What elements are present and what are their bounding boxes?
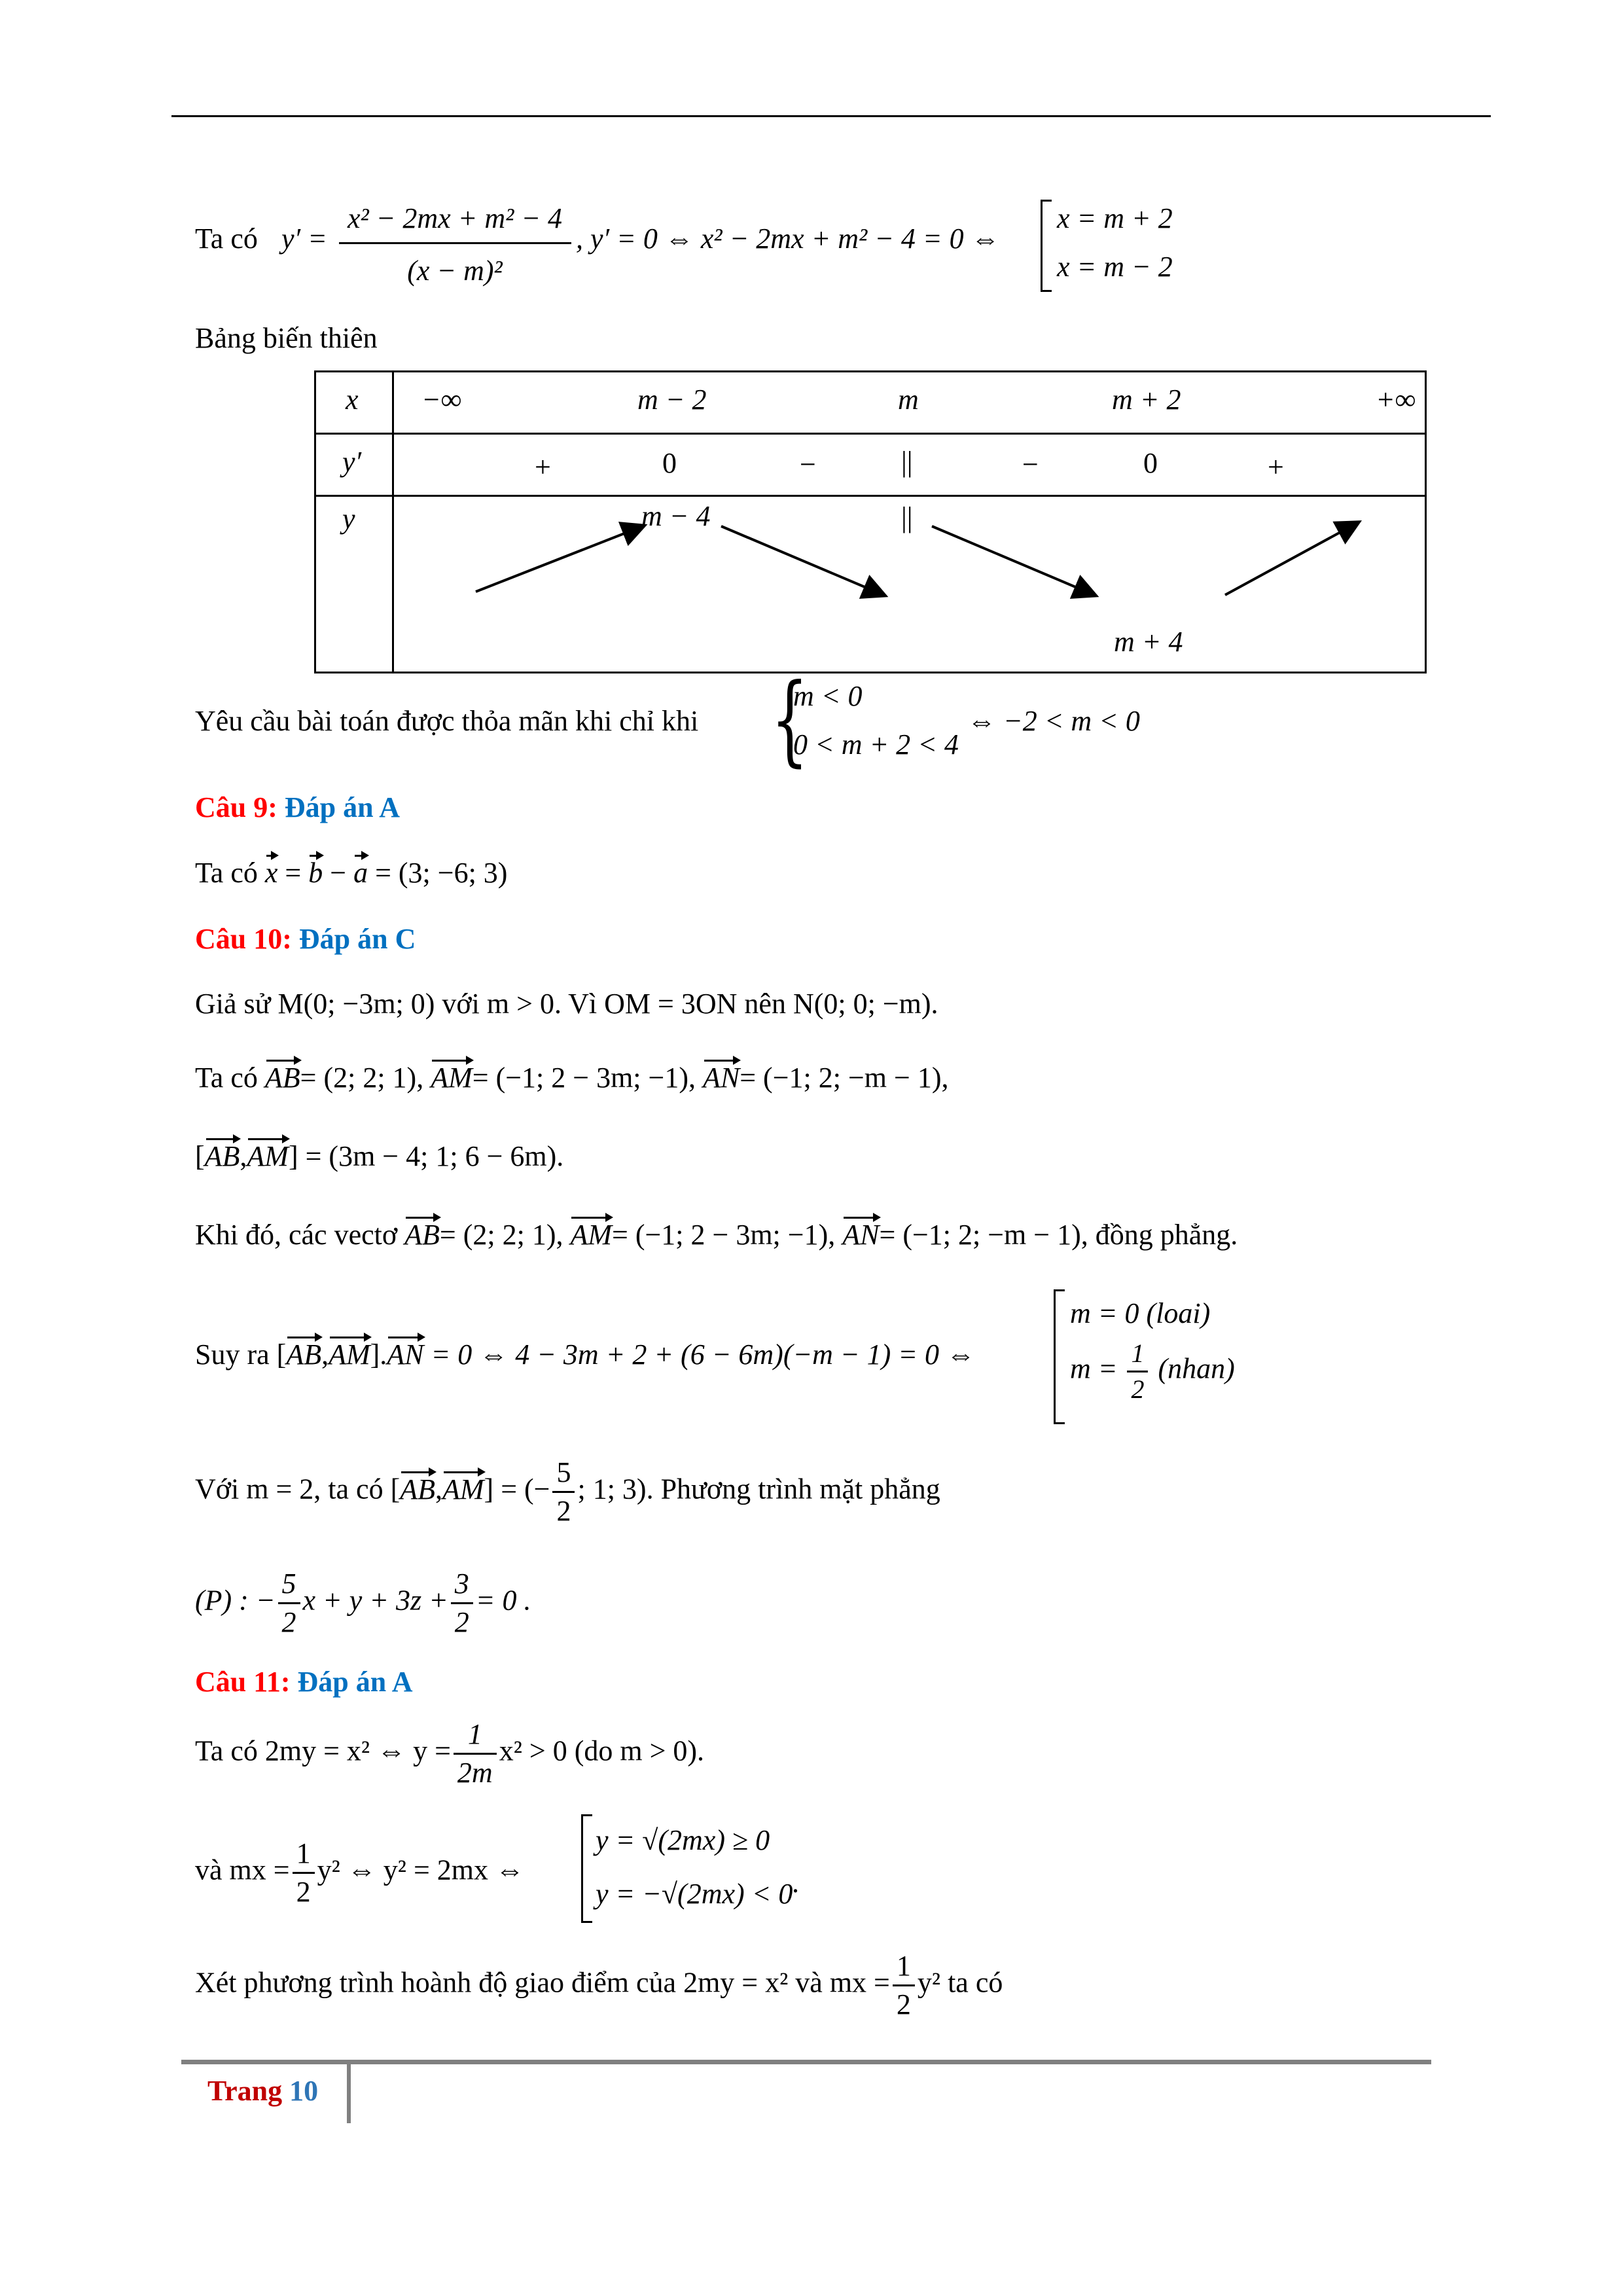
- plane-mid: x + y + 3z +: [302, 1584, 448, 1617]
- arrow-up-1: [476, 526, 643, 592]
- q10-line6-rest: ; 1; 3). Phương trình mặt phẳng: [577, 1473, 940, 1505]
- q10-line1: Giả sử M(0; −3m; 0) với m > 0. Vì OM = 3ON nên N(0; 0; −m).: [195, 988, 938, 1020]
- fraction-den: 2: [556, 1495, 571, 1527]
- q11-line2: [195, 1839, 524, 1907]
- vector-b: b: [308, 857, 323, 889]
- case-1: y = √(2mx) ≥ 0: [596, 1824, 770, 1856]
- q9-eq: =: [285, 857, 302, 889]
- q10-line6-prefix: Với m = 2, ta có: [195, 1473, 383, 1505]
- fraction-num: 1: [893, 1952, 915, 1986]
- yprime-sign: +: [535, 451, 551, 483]
- ab-value: = (2; 2; 1),: [300, 1062, 424, 1094]
- vector-AM: AM: [247, 1140, 289, 1172]
- q11-answer: Đáp án A: [297, 1666, 413, 1698]
- q11-line3: [195, 1952, 1003, 2019]
- q10-line5-prefix: Suy ra: [195, 1338, 270, 1371]
- solutions-bracket: [1054, 1289, 1065, 1424]
- plane-end: = 0 .: [475, 1584, 531, 1617]
- derivative-numerator: x² − 2mx + m² − 4: [347, 202, 563, 234]
- q9-prefix: Ta có: [195, 857, 258, 889]
- root-2: x = m − 2: [1057, 251, 1173, 283]
- requirement-result: ⇔ −2 < m < 0: [967, 705, 1140, 737]
- vector-AM: AM: [329, 1338, 370, 1371]
- q9-answer: Đáp án A: [284, 791, 400, 823]
- yprime-sign: −: [800, 448, 816, 480]
- vector-AM: AM: [442, 1473, 484, 1505]
- yprime-sign: −: [1022, 448, 1039, 480]
- vector-AB: AB: [286, 1338, 322, 1371]
- x-value: m − 2: [637, 384, 707, 416]
- condition-2: 0 < m + 2 < 4: [793, 728, 959, 761]
- q10-line2-prefix: Ta có: [195, 1062, 258, 1094]
- q9-minus: −: [330, 857, 347, 889]
- ta-co-label: Ta có: [195, 223, 258, 255]
- plane-prefix: (P) : −: [195, 1584, 276, 1617]
- arrow-down-2: [932, 526, 1094, 595]
- yprime-sign: +: [1268, 451, 1284, 483]
- q11-heading: [195, 1668, 413, 1696]
- am-value: = (−1; 2 − 3m; −1),: [472, 1062, 696, 1094]
- variation-table: [314, 370, 1427, 673]
- y-min-value: m + 4: [1114, 626, 1183, 658]
- system-brace: {: [771, 663, 809, 777]
- fraction: [552, 1458, 575, 1526]
- y-max-value: m − 4: [641, 500, 711, 532]
- roots-bracket: [1041, 200, 1052, 292]
- q11-l1-suffix: x² > 0 (do m > 0).: [499, 1734, 705, 1767]
- derivative-fraction-bar: [339, 242, 571, 244]
- fraction: [454, 1720, 497, 1787]
- x-value: −∞: [421, 384, 462, 416]
- fraction: [451, 1570, 473, 1637]
- footer-vertical-bar: [347, 2062, 351, 2123]
- q11-l3-prefix: Xét phương trình hoành độ giao điểm của 2my = x² và mx =: [195, 1966, 890, 1999]
- derivative-denominator: (x − m)²: [407, 255, 503, 287]
- x-value: m: [898, 384, 919, 416]
- root-1: x = m + 2: [1057, 202, 1173, 234]
- variation-arrows: [394, 497, 1441, 673]
- fraction-num: 3: [451, 1570, 473, 1604]
- arrow-down-1: [721, 526, 883, 595]
- footer-rule: [181, 2060, 1431, 2064]
- q10-line4-prefix: Khi đó, các vectơ: [195, 1219, 398, 1251]
- q10-line4: [195, 1221, 1238, 1249]
- q11-label: Câu 11:: [195, 1666, 291, 1698]
- equation-chain: , y′ = 0 ⇔ x² − 2mx + m² − 4 = 0 ⇔: [576, 223, 1000, 255]
- solution-1: m = 0 (loai): [1070, 1297, 1211, 1329]
- q10-line5: Suy ra [AB,AM].AN = 0 ⇔ 4 − 3m + 2 + (6 − 6m)(−m − 1) = 0 ⇔: [195, 1338, 975, 1371]
- vector-AB: AB: [404, 1219, 440, 1251]
- requirement-text: Yêu cầu bài toán được thỏa mãn khi chỉ khi: [195, 705, 699, 737]
- q11-l1-prefix: Ta có 2my = x² ⇔ y =: [195, 1734, 451, 1767]
- vector-AM: AM: [431, 1062, 473, 1094]
- fraction-den: 2: [896, 1988, 911, 2020]
- arrow-up-2: [1225, 523, 1357, 595]
- x-value: +∞: [1376, 384, 1416, 416]
- fraction: [1127, 1340, 1148, 1403]
- q10-line6: Với m = 2, ta có [AB,AM] = (− $\frac{5}{2}$ ; 1; 3). Phương trình mặt phẳng: [195, 1456, 940, 1527]
- fraction-den: 2: [296, 1876, 311, 1908]
- yprime-sign: ||: [901, 446, 913, 478]
- fraction: [278, 1570, 300, 1637]
- fraction-num: 1: [293, 1839, 315, 1874]
- fraction-num: 5: [552, 1458, 575, 1493]
- page-footer: [207, 2077, 318, 2106]
- fraction-den: 2: [454, 1606, 469, 1638]
- row-label-y: y: [342, 503, 355, 535]
- q11-l3-suffix: y² ta có: [917, 1966, 1003, 1999]
- fraction-den: 2m: [457, 1757, 493, 1789]
- solution-2: [1070, 1340, 1235, 1403]
- row-label-yprime: y′: [342, 446, 362, 478]
- q11-l2-mid: y² ⇔ y² = 2mx ⇔: [317, 1854, 524, 1886]
- page-number: 10: [289, 2075, 319, 2107]
- yprime-sign: 0: [662, 447, 677, 479]
- fraction-num: 1: [1127, 1340, 1148, 1372]
- q10-answer: Đáp án C: [298, 923, 416, 955]
- bbt-title: Bảng biến thiên: [195, 322, 378, 354]
- plane-equation: [195, 1570, 531, 1637]
- q9-line: [195, 859, 507, 888]
- q11-l2-prefix: và mx =: [195, 1854, 290, 1886]
- q9-label: Câu 9:: [195, 791, 277, 823]
- q10-label: Câu 10:: [195, 923, 292, 955]
- y-prime-label: y′ =: [281, 223, 327, 255]
- vector-AN: AN: [842, 1219, 880, 1251]
- vector-AB: AB: [264, 1062, 300, 1094]
- case-2: y = −√(2mx) < 0: [596, 1878, 793, 1910]
- q10-line6-eq: = (−: [501, 1473, 550, 1505]
- solution-2-suffix: (nhan): [1158, 1352, 1235, 1385]
- vector-AN: AN: [703, 1062, 740, 1094]
- q11-l2-end: .: [792, 1867, 799, 1899]
- cases-bracket: [581, 1814, 592, 1923]
- x-value: m + 2: [1112, 384, 1181, 416]
- q10-heading: [195, 925, 416, 954]
- cross-product-value: = (3m − 4; 1; 6 − 6m).: [305, 1140, 564, 1172]
- fraction: [293, 1839, 315, 1907]
- yprime-sign: 0: [1143, 447, 1158, 479]
- fraction-den: 2: [1131, 1374, 1145, 1404]
- q10-line3: [AB,AM] = (3m − 4; 1; 6 − 6m).: [195, 1140, 564, 1172]
- fraction-num: 5: [278, 1570, 300, 1604]
- vector-AM: AM: [570, 1219, 613, 1251]
- vector-AN: AN: [387, 1338, 424, 1371]
- row-label-x: x: [346, 384, 359, 416]
- an-value: = (−1; 2; −m − 1),: [740, 1062, 949, 1094]
- q10-line4-suffix: đồng phẳng.: [1095, 1219, 1238, 1251]
- fraction: [893, 1952, 915, 2019]
- vector-a: a: [353, 857, 368, 889]
- fraction-den: 2: [281, 1606, 296, 1638]
- q9-result: = (3; −6; 3): [375, 857, 508, 889]
- solution-2-prefix: m =: [1070, 1352, 1118, 1385]
- q10-line5-eq: = 0 ⇔ 4 − 3m + 2 + (6 − 6m)(−m − 1) = 0 ⇔: [431, 1338, 975, 1371]
- fraction-num: 1: [454, 1720, 497, 1755]
- y-vertical-bar: ||: [901, 501, 913, 533]
- footer-label: Trang: [207, 2075, 283, 2107]
- q9-heading: [195, 793, 400, 822]
- an-value: = (−1; 2; −m − 1),: [879, 1219, 1088, 1251]
- q10-line2: [195, 1064, 948, 1092]
- ab-value: = (2; 2; 1),: [439, 1219, 563, 1251]
- header-rule: [171, 115, 1491, 117]
- vector-AB: AB: [400, 1473, 436, 1505]
- vector-x: x: [264, 857, 278, 889]
- vector-AB: AB: [204, 1140, 240, 1172]
- am-value: = (−1; 2 − 3m; −1),: [612, 1219, 836, 1251]
- condition-1: m < 0: [793, 680, 863, 712]
- q11-line1: [195, 1720, 704, 1787]
